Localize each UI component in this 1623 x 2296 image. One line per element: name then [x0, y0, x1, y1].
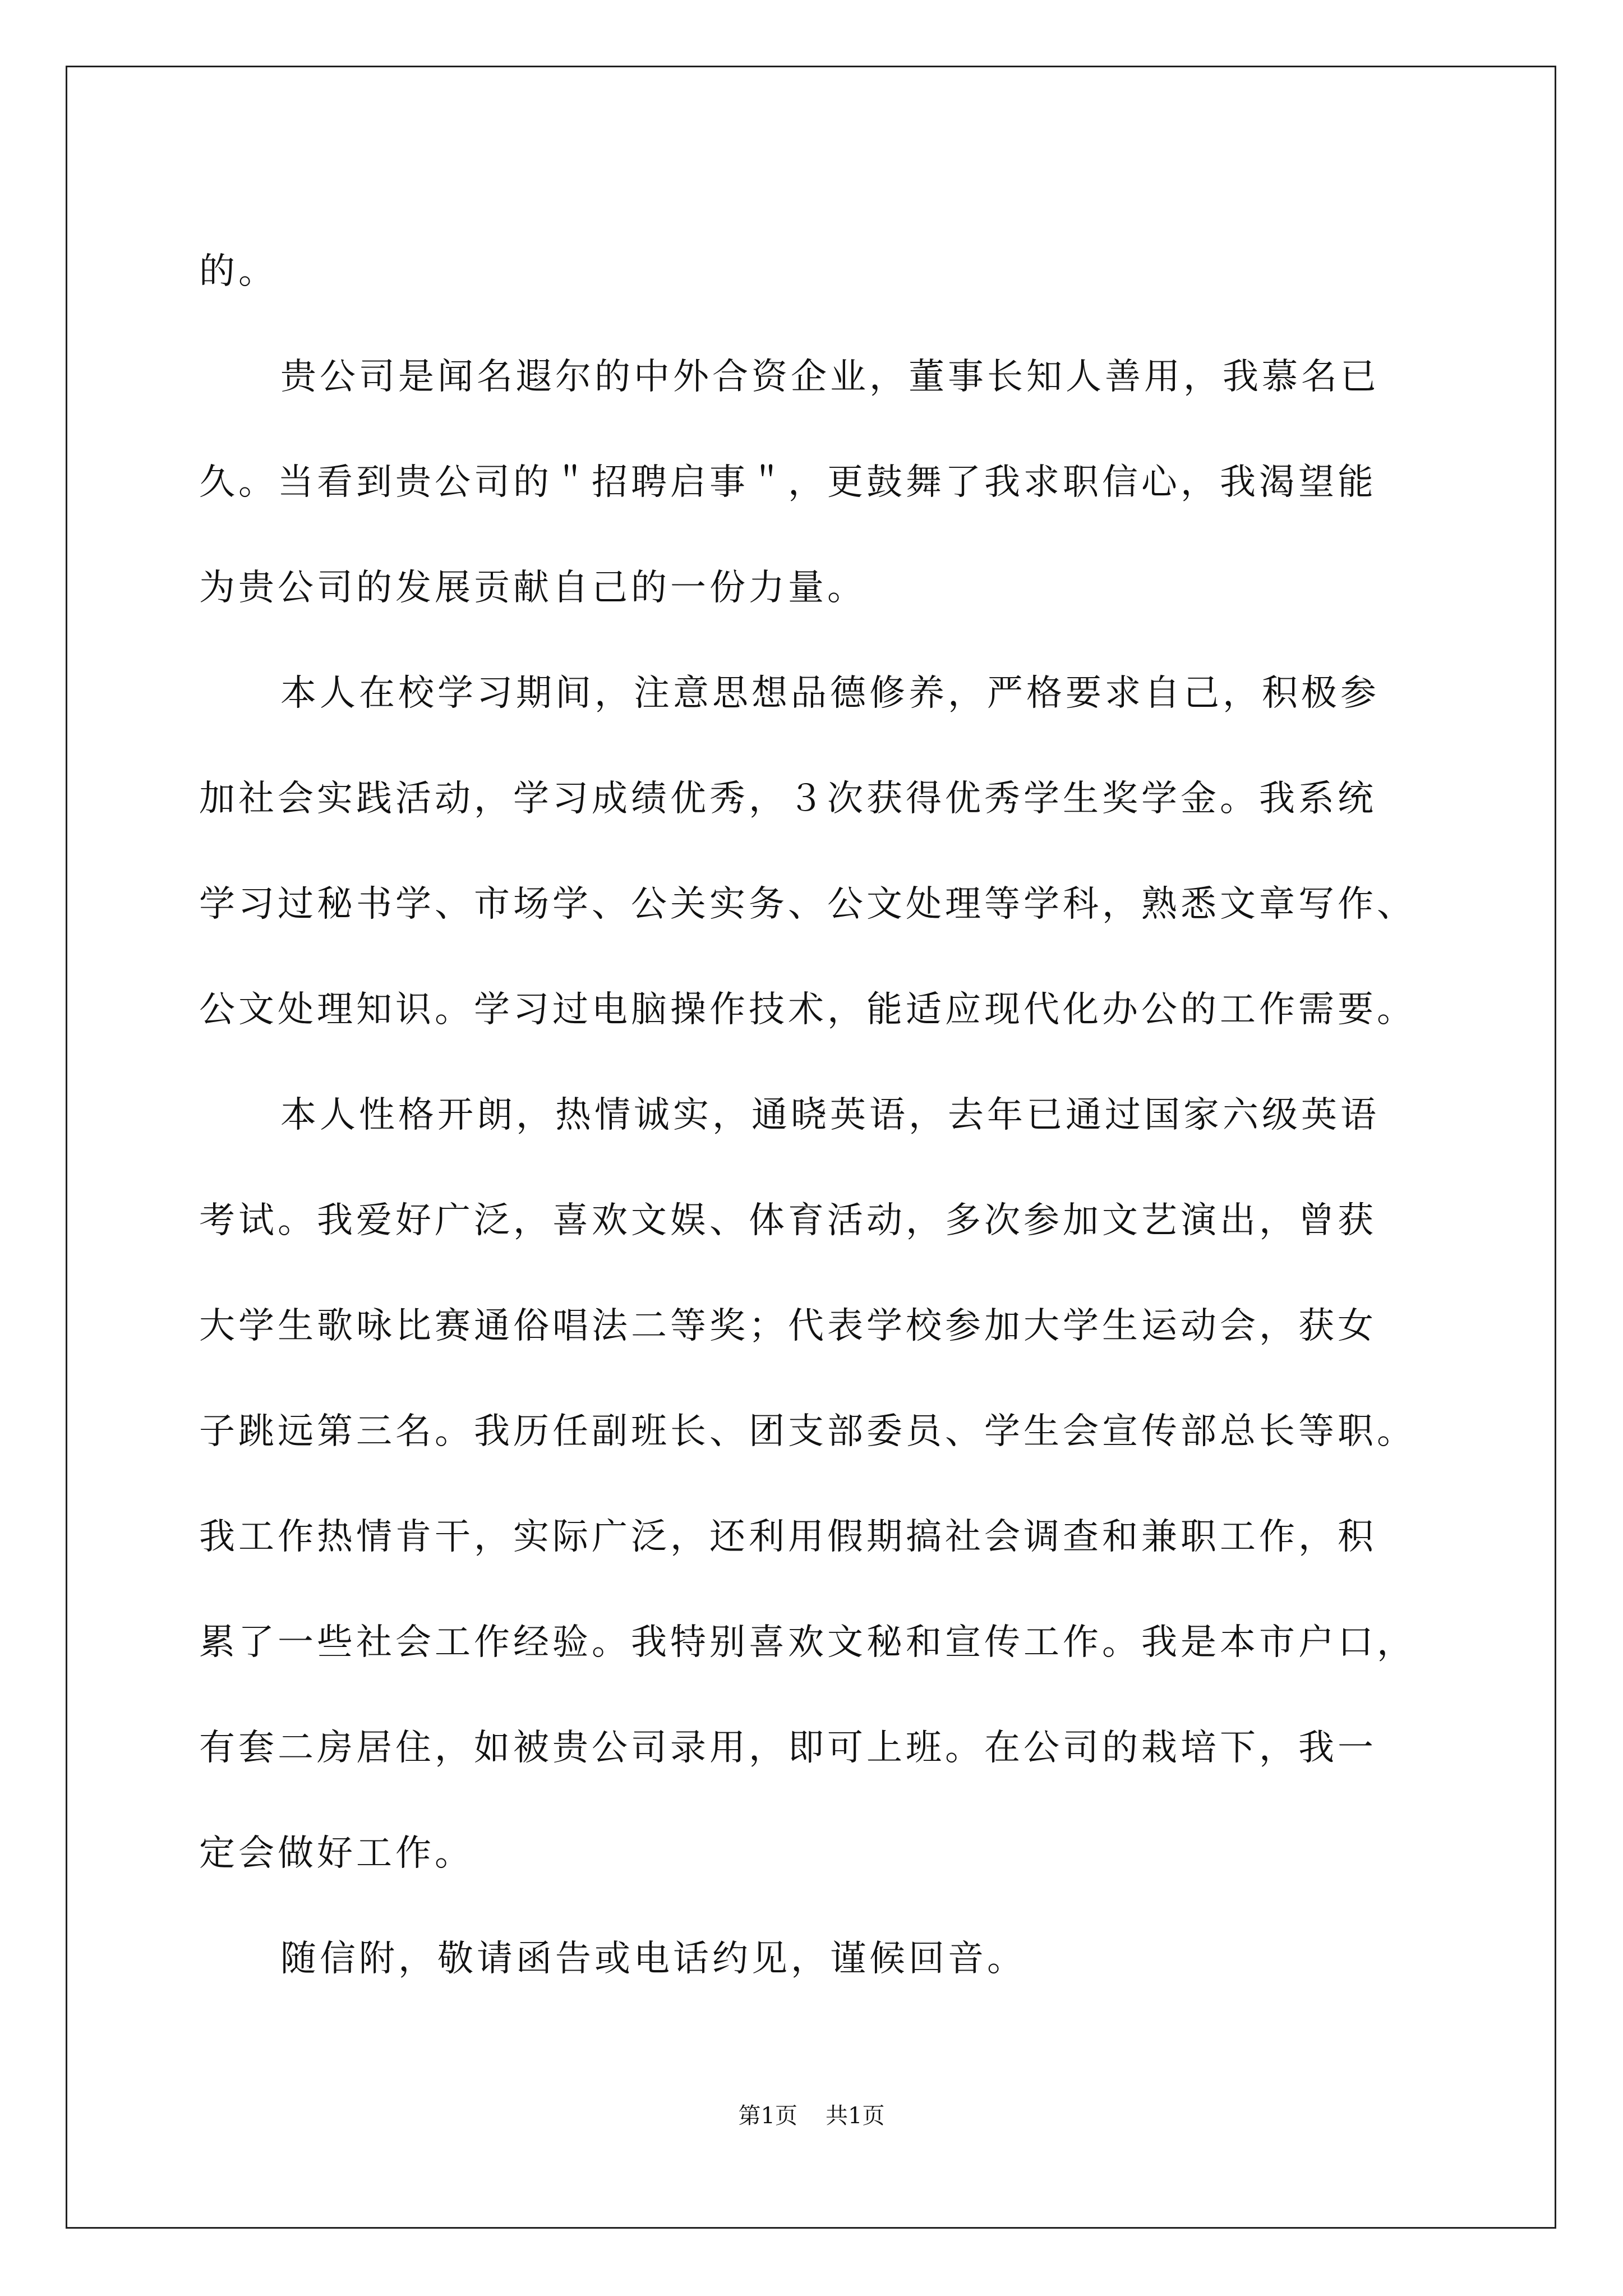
text-line: 子跳远第三名。我历任副班长、团支部委员、学生会宣传部总长等职。 [199, 1411, 1416, 1452]
text-line: 大学生歌咏比赛通俗唱法二等奖；代表学校参加大学生运动会，获女 [199, 1305, 1377, 1347]
page-footer [0, 2098, 1623, 2130]
page-total: 共1页 [826, 2103, 885, 2129]
text-line: 久。当看到贵公司的＂招聘启事＂，更鼓舞了我求职信心，我渴望能 [199, 462, 1377, 503]
text-line: 公文处理知识。学习过电脑操作技术，能适应现代化办公的工作需要。 [199, 989, 1416, 1030]
page-number: 第1页 [738, 2103, 797, 2129]
text-line: 加社会实践活动，学习成绩优秀，３次获得优秀学生奖学金。我系统 [199, 778, 1377, 820]
text-line: 为贵公司的发展贡献自己的一份力量。 [199, 567, 866, 609]
text-line: 本人在校学习期间，注意思想品德修养，严格要求自己，积极参 [280, 673, 1380, 714]
text-line: 考试。我爱好广泛，喜欢文娱、体育活动，多次参加文艺演出，曾获 [199, 1200, 1377, 1241]
text-line: 我工作热情肯干，实际广泛，还利用假期搞社会调查和兼职工作，积 [199, 1516, 1377, 1558]
text-line: 有套二房居住，如被贵公司录用，即可上班。在公司的栽培下，我一 [199, 1727, 1377, 1769]
text-line: 学习过秘书学、市场学、公关实务、公文处理等学科，熟悉文章写作、 [199, 884, 1416, 925]
text-line: 的。 [199, 251, 278, 292]
text-line: 累了一些社会工作经验。我特别喜欢文秘和宣传工作。我是本市户口， [199, 1622, 1416, 1663]
text-line: 本人性格开朗，热情诚实，通晓英语，去年已通过国家六级英语 [280, 1094, 1380, 1136]
text-line: 随信附，敬请函告或电话约见，谨候回音。 [280, 1938, 1026, 1980]
text-line: 贵公司是闻名遐尔的中外合资企业，董事长知人善用，我慕名已 [280, 356, 1380, 398]
text-line: 定会做好工作。 [199, 1833, 474, 1874]
letter-body [199, 219, 1455, 2012]
